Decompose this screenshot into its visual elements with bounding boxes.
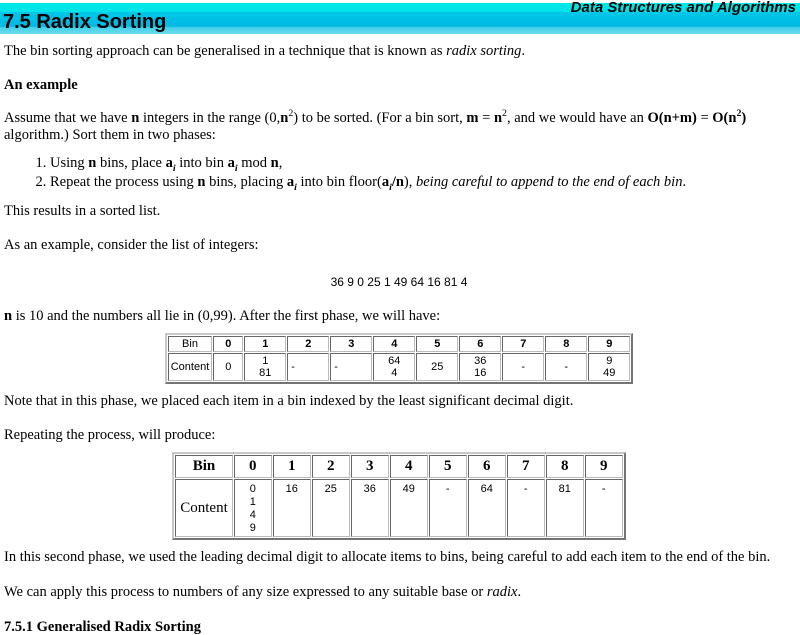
table1-label-content: Content	[168, 353, 213, 381]
table1-bin-9: 9	[588, 336, 630, 352]
assume-sup2: 2	[288, 108, 294, 120]
step1-p3: into bin	[175, 154, 228, 171]
bins-table-phase2	[172, 452, 626, 540]
table1-content-8: -	[545, 353, 587, 381]
table1-content-9: 9 49	[588, 353, 630, 381]
table2-wrapper	[4, 452, 794, 540]
example-intro: As an example, consider the list of integers:	[4, 237, 259, 254]
phases-list	[4, 152, 794, 194]
table1-content-4: 64 4	[373, 353, 415, 381]
step1-p4: mod	[237, 154, 271, 171]
intro-text-before: The bin sorting approach can be generalised in a technique that is known as	[4, 43, 447, 59]
step2-sub2: i	[294, 181, 297, 193]
step1-b2: a	[165, 154, 173, 171]
page-title: 7.5 Radix Sorting	[3, 11, 167, 33]
step2-b3: a	[381, 174, 390, 191]
table2-bin-0: 0	[234, 455, 272, 478]
page-content	[0, 34, 800, 635]
intro-emphasis: radix sorting	[446, 43, 522, 59]
assume-s2: integers in the range (0,	[139, 110, 281, 127]
step2-p5: ),	[403, 174, 416, 191]
section-subheading: An example	[4, 77, 78, 94]
assume-n1: n	[131, 110, 140, 127]
table1-bin-7: 7	[502, 336, 544, 352]
table2-bin-1: 1	[273, 455, 311, 478]
assume-s7: algorithm.) Sort them in two phases:	[4, 126, 216, 143]
assume-o1: O(n+m)	[647, 110, 697, 127]
radix-note	[4, 575, 794, 609]
table1-bin-2: 2	[287, 336, 329, 352]
assume-n3: n	[493, 110, 503, 127]
step2-p6: .	[682, 174, 687, 191]
assume-s1: Assume that we have	[4, 110, 132, 127]
intro-text-after: .	[521, 43, 526, 59]
table1-bin-1: 1	[244, 336, 286, 352]
assume-o3: )	[741, 110, 747, 127]
table2-bin-5: 5	[429, 455, 467, 478]
range-note-rest: is 10 and the numbers all lie in (0,99). After the first phase, we will have:	[12, 307, 441, 324]
sorted-note: This results in a sorted list.	[4, 203, 161, 220]
table2-content-1: 16	[273, 479, 311, 537]
list-item	[50, 173, 794, 192]
course-title: Data Structures and Algorithms	[570, 0, 796, 16]
step2-b1: n	[197, 174, 206, 191]
table2-content-4: 49	[390, 479, 428, 537]
assume-sup3: 2	[502, 108, 507, 120]
range-note	[4, 299, 794, 333]
assume-s5: , and we would have an	[506, 110, 648, 127]
step1-p2: bins, place	[96, 154, 166, 171]
table1-content-2: -	[287, 353, 329, 381]
assume-n2: n	[280, 110, 289, 127]
phase1-note: Note that in this phase, we placed each item in a bin indexed by the least significant decimal digit.	[4, 392, 574, 409]
table2-content-6: 64	[468, 479, 506, 537]
page-banner	[0, 0, 800, 34]
table-row	[175, 455, 623, 478]
step2-p4: /n	[391, 174, 404, 191]
assume-s4: =	[478, 110, 494, 127]
table2-bin-7: 7	[507, 455, 545, 478]
integer-list: 36 9 0 25 1 49 64 16 81 4	[330, 274, 468, 289]
table2-content-5: -	[429, 479, 467, 537]
step2-p3: into bin floor(	[296, 174, 382, 191]
step1-p5: ,	[278, 154, 283, 171]
repeat-note: Repeating the process, will produce:	[4, 427, 216, 444]
table1-label-bin: Bin	[168, 336, 213, 352]
step1-b3: a	[227, 154, 235, 171]
table2-label-content: Content	[175, 479, 233, 537]
table1-content-0: 0	[213, 353, 243, 381]
table2-bin-6: 6	[468, 455, 506, 478]
table1-bin-6: 6	[459, 336, 501, 352]
next-section-heading: 7.5.1 Generalised Radix Sorting	[4, 618, 201, 635]
table2-label-bin: Bin	[175, 455, 233, 478]
step2-b2: a	[286, 174, 295, 191]
table2-content-9: -	[585, 479, 623, 537]
table2-bin-9: 9	[585, 455, 623, 478]
table2-content-3: 36	[351, 479, 389, 537]
table-row	[168, 336, 631, 352]
range-note-b: n	[4, 307, 13, 324]
table1-content-3: -	[330, 353, 372, 381]
table1-content-1: 1 81	[244, 353, 286, 381]
step1-b1: n	[88, 154, 97, 171]
assume-s6: =	[696, 110, 713, 127]
table1-content-7: -	[502, 353, 544, 381]
table2-bin-3: 3	[351, 455, 389, 478]
table2-content-8: 81	[546, 479, 584, 537]
table1-bin-0: 0	[213, 336, 243, 352]
table2-bin-2: 2	[312, 455, 350, 478]
table1-wrapper	[4, 333, 794, 384]
table1-bin-5: 5	[416, 336, 458, 352]
phase2-note: In this second phase, we used the leading decimal digit to allocate items to bins, being careful to add each item to the end of the bin.	[4, 549, 771, 566]
table2-content-7: -	[507, 479, 545, 537]
step1-p1: Using	[50, 154, 89, 171]
table2-bin-8: 8	[546, 455, 584, 478]
step2-emphasis: being careful to append to the end of each bin	[416, 174, 683, 191]
step2-sub3: i	[389, 181, 392, 193]
radix-note-before: We can apply this process to numbers of any size expressed to any suitable base or	[4, 583, 487, 600]
step1-b4: n	[270, 154, 279, 171]
table-row	[168, 353, 631, 381]
table2-content-2: 25	[312, 479, 350, 537]
radix-note-after: .	[517, 583, 522, 600]
table1-content-5: 25	[416, 353, 458, 381]
list-item	[50, 154, 794, 173]
step1-sub3: i	[234, 162, 238, 174]
step2-p2: bins, placing	[205, 174, 287, 191]
bins-table-phase1	[165, 333, 634, 384]
step1-sub2: i	[172, 162, 176, 174]
table2-bin-4: 4	[390, 455, 428, 478]
assume-m: m	[466, 110, 479, 127]
table-row	[175, 479, 623, 537]
table2-content-0: 0 1 4 9	[234, 479, 272, 537]
assume-paragraph	[4, 101, 794, 151]
assume-o2: O(n	[712, 110, 737, 127]
radix-note-emphasis: radix	[486, 583, 518, 600]
table1-bin-8: 8	[545, 336, 587, 352]
step2-p1: Repeat the process using	[50, 174, 198, 191]
assume-sup4: 2	[736, 108, 742, 120]
table1-bin-3: 3	[330, 336, 372, 352]
table1-content-6: 36 16	[459, 353, 501, 381]
intro-paragraph	[4, 34, 794, 68]
assume-s3: ) to be sorted. (For a bin sort,	[293, 110, 467, 127]
table1-bin-4: 4	[373, 336, 415, 352]
